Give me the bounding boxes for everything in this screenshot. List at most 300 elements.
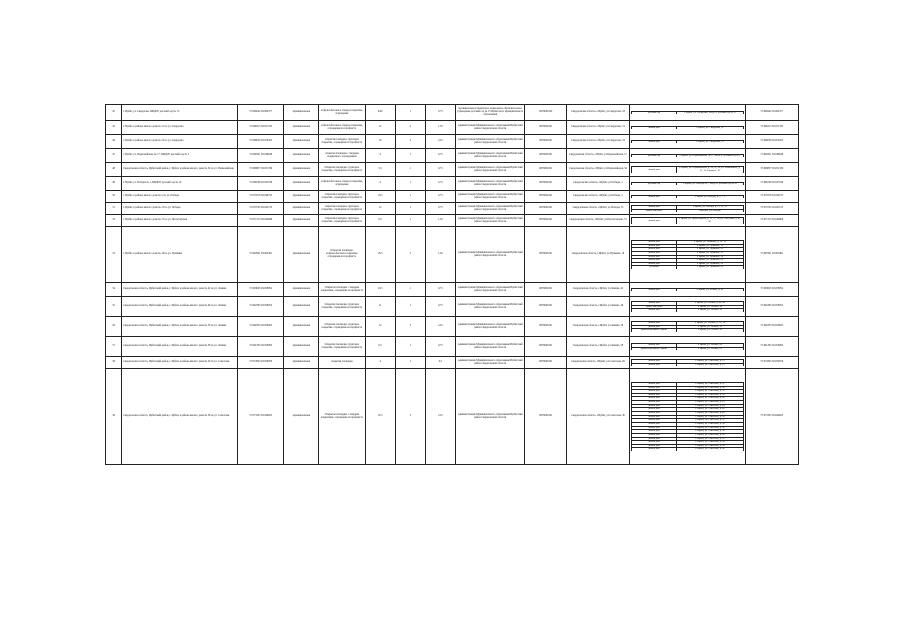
source-type: жилой дом [631, 412, 677, 416]
owner-name: муниципальное бюджетное дошкольное образовательное учреждение детский сад № 15 Ирбитского муниципального образования [455, 105, 525, 121]
source-address: г. Ирбит, ул. Пушкина, 28 [677, 262, 743, 266]
owner-name: Администрация Муниципального образования Ирбитский район Свердловской области [455, 203, 525, 215]
container-volume: 0,75 [425, 149, 455, 163]
area-value: 16 [365, 135, 395, 149]
row-number: 55 [106, 297, 122, 317]
waste-sources [629, 135, 745, 149]
source-address: г. Ирбит, ул. Ленина, д. 52, 54 [677, 322, 743, 326]
owner-name: Администрация Муниципального образования Ирбитский район Свердловской области [455, 163, 525, 177]
source-address: г. Ирбит, ул. Ленина, 48 [677, 305, 743, 309]
source-type: жилой дом [631, 401, 677, 405]
owner-address: Свердловская область, г.Ирбит, ул.Первомайская, 34 [567, 163, 630, 177]
source-type: жилой дом [631, 140, 677, 143]
owner-name: Администрация Муниципального образования Ирбитский район Свердловской области [455, 337, 525, 357]
site-coordinates: 57.673325 63.049925 [238, 369, 284, 465]
source-address: г. Ирбит, ул. Ленина, 60 [677, 343, 743, 347]
owner-address: Свердловская область, г.Ирбит, ул.Пролетарская, 72 [567, 215, 630, 227]
container-volume: 0,75 [425, 203, 455, 215]
owner-inn: 6676001001 [525, 357, 567, 369]
source-type: жилой дом [631, 167, 677, 173]
container-volume: 0,75 [425, 163, 455, 177]
source-coordinates: 57.666215 63.051335 [745, 121, 798, 135]
area-value: 16,5 [365, 227, 395, 283]
waste-sources [629, 105, 745, 121]
surface-description: открытая площадка, грунтовое покрытие, ограждение из профлиста [319, 203, 365, 215]
row-number: 48 [106, 163, 122, 177]
source-address: г. Ирбит, ул. Советская, д. 36 [677, 390, 743, 394]
row-number: 45 [106, 105, 122, 121]
site-address: Свердловская область, Ирбитский район, г. Ирбит, в районе жилого дома № 42 по ул. Ленина [122, 283, 238, 297]
row-number: 57 [106, 337, 122, 357]
source-type: жилой дом [631, 422, 677, 426]
source-address: г. Ирбит, ул. Свердлова, 51 [677, 126, 743, 129]
source-address: г. Ирбит, ул. Советская, д. 64 [677, 441, 743, 445]
source-item [631, 448, 743, 451]
source-address: г. Ирбит, ул. Советская, д. 42 [677, 401, 743, 405]
source-type: жилой дом [631, 244, 677, 248]
owner-address: Свердловская область, г.Ирбит, ул.Советская, 36 [567, 369, 630, 465]
source-type: жилой дом [631, 363, 677, 366]
owner-inn: 6676001002 [525, 105, 567, 121]
source-type: жилой дом [631, 205, 677, 209]
site-address: Свердловская область, Ирбитский район, г. Ирбит, в районе жилого дома № 58 по ул. Ленина [122, 337, 238, 357]
source-address: г. Ирбит, ул. Пушкина, д. 14, 16 [677, 240, 743, 244]
area-value: 4 [365, 177, 395, 191]
container-volume: 0,75 [425, 297, 455, 317]
source-address: г. Ирбит, ул. Свердлова, 53 [677, 140, 743, 143]
surface-description: Открытая площадка, грунтовое покрытие, ограждение из профлиста [319, 317, 365, 337]
area-value: 6,5 [365, 337, 395, 357]
container-count: 1 [395, 203, 425, 215]
source-coordinates: 57.671515 63.044668 [745, 215, 798, 227]
site-coordinates: 57.671515 63.044668 [238, 215, 284, 227]
container-count: 3 [395, 317, 425, 337]
source-item [631, 218, 743, 224]
table-row [106, 177, 799, 191]
source-address: г. Ирбит, ул. Первомайская, № 17, МБДОУ детский сад № 3 [677, 154, 743, 157]
waste-sources [629, 357, 745, 369]
owner-address: Свердловская область, г.Ирбит, ул.Свердлова, 53 [567, 135, 630, 149]
owner-name: Администрация Муниципального образования Ирбитский район Свердловской области [455, 357, 525, 369]
ownership-type: муниципальная [284, 135, 319, 149]
source-coordinates: 57.670745 63.045725 [745, 203, 798, 215]
container-volume: 0,75 [425, 105, 455, 121]
container-count: 1 [395, 105, 425, 121]
site-address: г. Ирбит, в районе жилого дома № 13 по ул. Победы [122, 203, 238, 215]
owner-inn: 6676001001 [525, 121, 567, 135]
source-address: г. Ирбит, ул. Победы № 1, МБДОУ детский сад № 10 [677, 182, 743, 185]
source-type: жилой дом [631, 259, 677, 263]
table-row [106, 357, 799, 369]
surface-description: асфальтобетонное, твердое покрытие, ограждение из профлиста [319, 121, 365, 135]
surface-description: Открытая площадка, грунтовое покрытие, ограждение из профлиста [319, 337, 365, 357]
owner-address: Свердловская область, г.Ирбит, ул.Свердлова, 18 [567, 105, 630, 121]
ownership-type: муниципальная [284, 215, 319, 227]
surface-description: открытая площадка [319, 357, 365, 369]
container-count: 1 [395, 163, 425, 177]
source-item [631, 126, 743, 129]
source-type: жилой дом [631, 408, 677, 412]
source-type: жилой дом [631, 393, 677, 397]
surface-description: Открытая площадка, грунтовое покрытие, ограждение из профлиста [319, 163, 365, 177]
surface-description: асфальтобетонное, твердое покрытие, ограждение [319, 105, 365, 121]
owner-address: Свердловская область, г.Ирбит, ул.Советская, 29 [567, 357, 630, 369]
waste-sources [629, 163, 745, 177]
source-type: жилой дом [631, 426, 677, 430]
waste-sources [629, 227, 745, 283]
source-address: г. Ирбит, ул. Советская, д. 40 [677, 397, 743, 401]
surface-description: открытая площадка, грунтовое покрытие, ограждение из профлиста [319, 135, 365, 149]
source-coordinates: 57.669709 63.047036 [745, 177, 798, 191]
source-coordinates: 57.668321 63.048648 [745, 149, 798, 163]
table-row [106, 369, 799, 465]
site-address: г. Ирбит, ул. Первомайская, № 17, МБДОУ детский сад № 3 [122, 149, 238, 163]
table-row [106, 149, 799, 163]
area-value: 11 [365, 297, 395, 317]
source-address: г. Ирбит, ул. Ленина, 58 [677, 329, 743, 332]
ownership-type: муниципальная [284, 149, 319, 163]
owner-address: Свердловская область, г.Ирбит, ул.Ленина, 56 [567, 317, 630, 337]
area-value: 10,5 [365, 369, 395, 465]
area-value: 10,5 [365, 191, 395, 203]
site-address: г. Ирбит, в районе жилого дома № 16 по ул. Пушкина [122, 227, 238, 283]
owner-name: Администрация Муниципального образования Ирбитский район Свердловской области [455, 121, 525, 135]
source-type: жилой дом [631, 251, 677, 255]
waste-sources [629, 297, 745, 317]
source-address: г. Ирбит, ул. Пролетарская, д. 70, 72, 74; ул. Советская, д. 81, 83 [677, 218, 743, 224]
site-coordinates: 57.669709 63.047036 [238, 177, 284, 191]
source-address: г. Ирбит, ул. Советская, д. 48 [677, 412, 743, 416]
source-address: г. Ирбит, ул. Ленина, д. 42 [677, 288, 743, 291]
ownership-type: муниципальная [284, 105, 319, 121]
owner-address: Свердловская область, г.Ирбит, ул.Победы, 1 [567, 177, 630, 191]
waste-sources [629, 203, 745, 215]
source-item [631, 195, 743, 198]
site-coordinates: 57.666059 63.050425 [238, 135, 284, 149]
source-item [631, 182, 743, 185]
owner-address: Свердловская область, г.Ирбит, ул.Ленина, 46 [567, 297, 630, 317]
site-coordinates: 57.662395 63.058052 [238, 297, 284, 317]
site-coordinates: 57.670276 63.046725 [238, 191, 284, 203]
source-address: г. Ирбит, ул. Ленина, 50 [677, 309, 743, 312]
container-count: 1 [395, 149, 425, 163]
source-type: административное здание [631, 347, 677, 350]
owner-inn: 6676001001 [525, 369, 567, 465]
ownership-type: муниципальная [284, 357, 319, 369]
source-address: г. Ирбит, ул. Пушкина, 20 [677, 248, 743, 252]
source-type: здание магазина [631, 305, 677, 309]
owner-name: Администрация Муниципального образования Ирбитский район Свердловской области [455, 177, 525, 191]
table-row [106, 135, 799, 149]
source-item [631, 154, 743, 157]
source-item [631, 266, 743, 269]
site-address: г. Ирбит, в районе жилого дома № 5 по ул. Победы [122, 191, 238, 203]
site-address: Свердловская область, Ирбитский район, г. Ирбит, в районе жилого дома № 46 по ул. Ленина [122, 297, 238, 317]
ownership-type: муниципальная [284, 283, 319, 297]
site-coordinates: 57.661855 63.056925 [238, 317, 284, 337]
site-coordinates: 57.666215 63.051335 [238, 121, 284, 135]
source-type: жилой дом [631, 322, 677, 326]
table-row [106, 337, 799, 357]
table-row [106, 163, 799, 177]
source-address: Магазин, ул. Победы [677, 209, 743, 212]
source-item [631, 309, 743, 312]
area-value: 12 [365, 203, 395, 215]
source-type: жилой дом [631, 288, 677, 291]
owner-address: Свердловская область, г.Ирбит, ул.Ленина, 58 [567, 337, 630, 357]
source-address: г. Ирбит, ул. Победы, д. 5, 7, 9 [677, 195, 743, 198]
source-address: г. Ирбит, ул. Ленина, 56 [677, 325, 743, 329]
row-number: 58 [106, 357, 122, 369]
row-number: 56 [106, 317, 122, 337]
container-count: 1 [395, 177, 425, 191]
container-volume: 1,50 [425, 227, 455, 283]
site-address: г. Ирбит, ул. Свердлова, МБДОУ детский сад № 15 [122, 105, 238, 121]
area-value: 4 [365, 149, 395, 163]
source-type: жилой дом [631, 248, 677, 252]
source-type: жилой дом [631, 430, 677, 434]
source-address: г. Ирбит, ул. Советская, д. 50 [677, 415, 743, 419]
owner-address: Свердловская область, г.Ирбит, ул.Ленина, 42 [567, 283, 630, 297]
waste-sources [629, 149, 745, 163]
owner-inn: 6676001001 [525, 135, 567, 149]
source-item [631, 363, 743, 366]
site-address: г. Ирбит, в районе жилого дома № 51 по ул. Свердлова [122, 121, 238, 135]
source-address: г. Ирбит, ул. Советская, д. 60 [677, 433, 743, 437]
owner-name: Администрация Муниципального образования Ирбитский район Свердловской области [455, 369, 525, 465]
ownership-type: муниципальная [284, 203, 319, 215]
source-type: жилой дом [631, 441, 677, 445]
owner-name: Администрация Муниципального образования Ирбитский район Свердловской области [455, 135, 525, 149]
waste-sources [629, 177, 745, 191]
row-number: 46 [106, 135, 122, 149]
owner-inn: 6676001001 [525, 297, 567, 317]
container-count: 1 [395, 337, 425, 357]
table-row [106, 317, 799, 337]
owner-address: Свердловская область, г.Ирбит, ул.Первомайская, 17 [567, 149, 630, 163]
container-volume: 0,75 [425, 177, 455, 191]
container-count: 3 [395, 369, 425, 465]
source-item [631, 288, 743, 291]
source-type: жилой дом [631, 343, 677, 347]
source-address: г. Ирбит, ул. Пушкина, 22 [677, 251, 743, 255]
container-volume: 0,75 [425, 283, 455, 297]
source-address: г. Ирбит, ул. Советская, д. 32 [677, 382, 743, 386]
source-type: административное здание [631, 329, 677, 332]
waste-sources [629, 337, 745, 357]
ownership-type: муниципальная [284, 317, 319, 337]
container-count: 1 [395, 215, 425, 227]
source-coordinates: 57.668242 63.064377 [745, 105, 798, 121]
source-type: жилой дом [631, 126, 677, 129]
container-volume: 0,75 [425, 337, 455, 357]
surface-description: открытая площадка, грунтовое покрытие, ограждение из профлиста [319, 215, 365, 227]
waste-sources [629, 121, 745, 135]
container-count: 1 [395, 357, 425, 369]
source-type: жилой дом [631, 240, 677, 244]
area-value: 12 [365, 317, 395, 337]
ownership-type: муниципальная [284, 177, 319, 191]
row-number: 53 [106, 227, 122, 283]
source-type: жилой дом [631, 419, 677, 423]
area-value: 6,06 [365, 105, 395, 121]
source-item [631, 111, 743, 114]
source-type: детский сад [631, 111, 677, 114]
source-type: жилой дом [631, 382, 677, 386]
owner-inn: 6676001001 [525, 337, 567, 357]
table-row [106, 215, 799, 227]
row-number: 49 [106, 177, 122, 191]
source-item [631, 329, 743, 332]
site-address: г. Ирбит, в районе жилого дома № 72 по ул. Пролетарская [122, 215, 238, 227]
register-table [105, 104, 799, 465]
owner-inn: 6676001001 [525, 317, 567, 337]
ownership-type: муниципальная [284, 163, 319, 177]
source-address: г. Ирбит, ул. Пушкина, 24 [677, 255, 743, 259]
surface-description: Открытая площадка, грунтовое покрытие, ограждение из профлиста [319, 297, 365, 317]
site-coordinates: 57.672825 63.050979 [238, 357, 284, 369]
ownership-type: муниципальная [284, 337, 319, 357]
container-count: 1 [395, 283, 425, 297]
surface-description: открытая площадка, грунтовое покрытие, ограждение из профлиста [319, 191, 365, 203]
waste-sources [629, 283, 745, 297]
site-coordinates: 57.668242 63.064377 [238, 105, 284, 121]
source-address: г. Ирбит, ул. Советская, д. 31 [677, 363, 743, 366]
source-type: жилой дом [631, 390, 677, 394]
source-address: г. Ирбит, ул. Советская, д. 44 [677, 404, 743, 408]
row-number: 51 [106, 203, 122, 215]
source-coordinates: 57.667841 63.063461 [745, 227, 798, 283]
row-number: 54 [106, 283, 122, 297]
site-coordinates: 57.668321 63.048648 [238, 149, 284, 163]
owner-inn: 6676001001 [525, 163, 567, 177]
source-address: г. Ирбит, ул. Первомайская, д. 34, 36, 38; ул. Чайковского, д. 31, 33; Горького, 19 [677, 167, 743, 173]
source-address: г. Ирбит, ул. Свердлова, МБДОУ детский сад № 15 [677, 111, 743, 114]
area-value: 5,5 [365, 163, 395, 177]
owner-name: Администрация Муниципального образования Ирбитский район Свердловской области [455, 149, 525, 163]
source-item [631, 347, 743, 350]
container-volume: 2,25 [425, 135, 455, 149]
row-number: 52 [106, 215, 122, 227]
container-count: 1 [395, 297, 425, 317]
owner-inn: 6676001001 [525, 215, 567, 227]
owner-inn: 6676001001 [525, 283, 567, 297]
source-address: г. Ирбит, ул. Пушкина, 26 [677, 259, 743, 263]
table-row [106, 203, 799, 215]
owner-address: Свердловская область, г.Ирбит, ул.Пушкина, 16 [567, 227, 630, 283]
source-type: детский сад [631, 182, 677, 185]
container-count: 2 [395, 121, 425, 135]
owner-name: Администрация Муниципального образования Ирбитский район Свердловской области [455, 227, 525, 283]
site-coordinates: 57.663045 63.058852 [238, 283, 284, 297]
table-row [106, 297, 799, 317]
site-coordinates: 57.661335 63.056095 [238, 337, 284, 357]
site-coordinates: 57.667841 63.063461 [238, 227, 284, 283]
site-address: Свердловская область, Ирбитский район, г. Ирбит, в районе жилого дома № 36 по ул. Советская [122, 369, 238, 465]
source-address: г. Ирбит, ул. Советская, д. 56 [677, 426, 743, 430]
source-type: жилой дом [631, 195, 677, 198]
source-address: г. Ирбит, ул. Ленина, д. 44, 46 [677, 302, 743, 306]
table-row [106, 283, 799, 297]
owner-name: Администрация Муниципального образования Ирбитский район Свердловской области [455, 215, 525, 227]
owner-address: Свердловская область, г.Ирбит, ул.Победы, 5 [567, 191, 630, 203]
source-address: г. Ирбит, ул. Пушкина, 18 [677, 244, 743, 248]
source-address: г. Ирбит, ул. Советская, д. 54 [677, 422, 743, 426]
source-address: г. Ирбит, ул. Советская, д. 34 [677, 386, 743, 390]
source-coordinates: 57.668857 63.051339 [745, 163, 798, 177]
table-row [106, 105, 799, 121]
container-volume: 0,5 [425, 357, 455, 369]
source-type: жилой дом [631, 437, 677, 441]
ownership-type: муниципальная [284, 369, 319, 465]
area-value: 6,5 [365, 215, 395, 227]
waste-sources [629, 317, 745, 337]
owner-inn: 6676001001 [525, 177, 567, 191]
source-type: детский сад [631, 154, 677, 157]
area-value: 10,5 [365, 283, 395, 297]
container-volume: 1,50 [425, 121, 455, 135]
ownership-type: муниципальная [284, 227, 319, 283]
source-coordinates: 57.661335 63.056095 [745, 337, 798, 357]
container-volume: 2,25 [425, 369, 455, 465]
row-number: 47 [106, 149, 122, 163]
surface-description: Открытая площадка с твердым покрытием, ограждение из профлиста [319, 369, 365, 465]
source-coordinates: 57.662395 63.058052 [745, 297, 798, 317]
source-coordinates: 57.661855 63.056925 [745, 317, 798, 337]
source-type: жилой дом [631, 255, 677, 259]
table-row [106, 227, 799, 283]
source-type: жилой дом [631, 444, 677, 448]
source-type: жилой дом [631, 359, 677, 363]
source-address: г. Ирбит, ул. Советская, д. 68 [677, 448, 743, 451]
source-type: жилой дом [631, 397, 677, 401]
ownership-type: муниципальная [284, 191, 319, 203]
source-type: жилой дом [631, 325, 677, 329]
source-type: жилой дом [631, 386, 677, 390]
source-type: жилой дом [631, 448, 677, 451]
surface-description: Открытая площадка, асфальтобетонное покрытие, ограждение из профлиста [319, 227, 365, 283]
source-address: г. Ирбит, ул. Советская, д. 29 [677, 359, 743, 363]
source-item [631, 140, 743, 143]
source-address: г. Ирбит, ул. Победы, д. 11, 13, 15 [677, 205, 743, 209]
owner-inn: 6676001001 [525, 149, 567, 163]
owner-address: Свердловская область, г.Ирбит, ул.Свердлова, 51 [567, 121, 630, 135]
container-count: 1 [395, 191, 425, 203]
source-coordinates: 57.666059 63.050425 [745, 135, 798, 149]
source-address: г. Ирбит, ул. Ленина, 62 [677, 347, 743, 350]
site-address: Свердловская область, Ирбитский район, г. Ирбит, в районе жилого дома № 56 по ул. Ленина [122, 317, 238, 337]
source-coordinates: 57.672825 63.050979 [745, 357, 798, 369]
source-type: жилой дом [631, 404, 677, 408]
site-coordinates: 57.670745 63.045725 [238, 203, 284, 215]
source-address: г. Ирбит, ул. Советская, д. 62 [677, 437, 743, 441]
source-address: г. Ирбит, ул. Советская, д. 66 [677, 444, 743, 448]
source-type: жилой дом [631, 309, 677, 312]
container-volume: 1,50 [425, 215, 455, 227]
source-type: больница [631, 266, 677, 269]
waste-sources [629, 369, 745, 465]
ownership-type: муниципальная [284, 297, 319, 317]
container-volume: 0,75 [425, 191, 455, 203]
owner-name: Администрация Муниципального образования Ирбитский район Свердловской области [455, 283, 525, 297]
surface-description: Открытая площадка с твердым покрытием, ограждение из профлиста [319, 283, 365, 297]
owner-name: Администрация Муниципального образования Ирбитский район Свердловской области [455, 317, 525, 337]
container-volume: 2,25 [425, 317, 455, 337]
source-type: здание магазина [631, 209, 677, 212]
ownership-type: муниципальная [284, 121, 319, 135]
source-address: г. Ирбит, ул. Пушкина, 30 [677, 266, 743, 269]
source-coordinates: 57.673325 63.049925 [745, 369, 798, 465]
